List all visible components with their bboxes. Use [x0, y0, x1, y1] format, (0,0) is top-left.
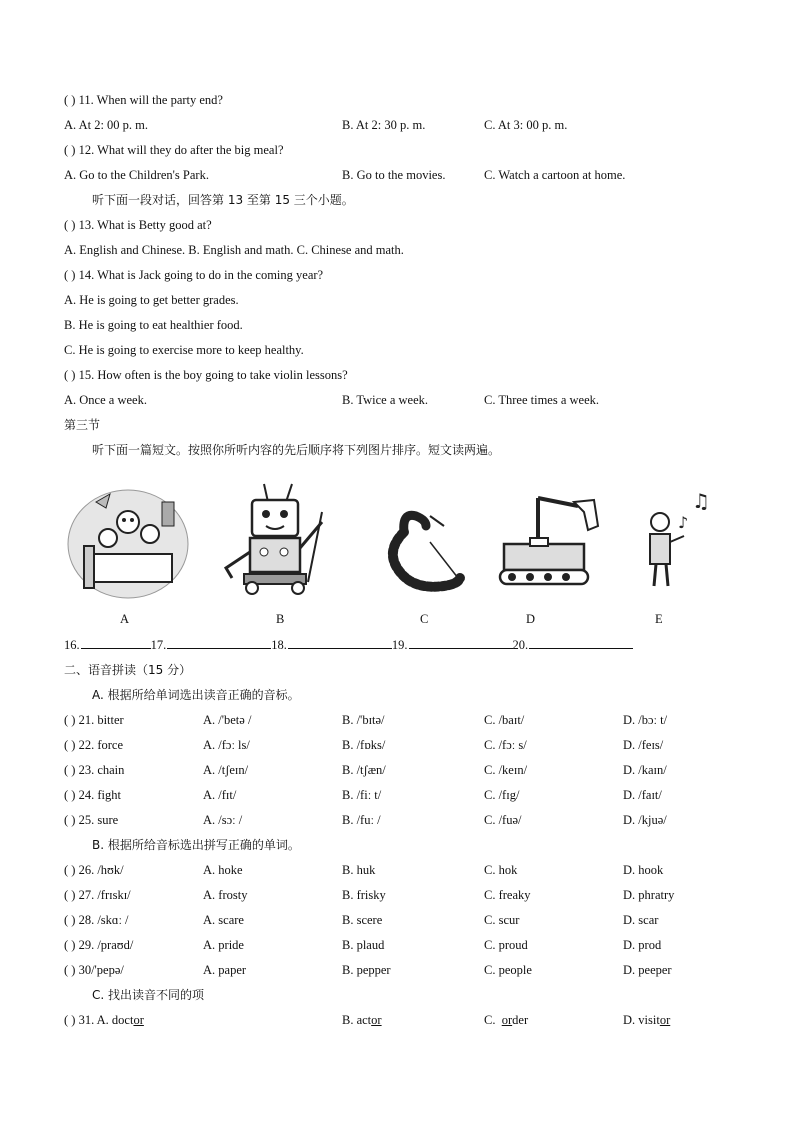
q23-option-a: A. /tʃeɪn/ — [203, 763, 249, 777]
answer-16-blank[interactable] — [81, 637, 151, 649]
picture-label-c: C — [420, 612, 429, 626]
snake-robot-picture — [374, 482, 474, 602]
q30-option-a: A. paper — [203, 963, 247, 977]
q28-option-b: B. scere — [342, 913, 383, 927]
phonics-title: 二、语音拼读（15 分） — [64, 663, 192, 677]
partC-instruction: C. 找出读音不同的项 — [92, 988, 205, 1002]
robot-family-bed-picture — [66, 482, 190, 602]
q23-num: ( ) 23. chain — [64, 763, 125, 777]
crane-robot-picture — [490, 482, 610, 602]
q24-option-d: D. /faɪt/ — [623, 788, 662, 802]
picture-label-b: B — [276, 612, 285, 626]
q11-option-a: A. At 2: 00 p. m. — [64, 118, 149, 132]
q13-stem: ( ) 13. What is Betty good at? — [64, 218, 212, 232]
q31-c-rest: der — [512, 1013, 529, 1027]
q26-num: ( ) 26. /hʊk/ — [64, 863, 124, 877]
q27-option-b: B. frisky — [342, 888, 386, 902]
q31-a-underlined: or — [133, 1013, 144, 1027]
answer-19-label: 19. — [391, 638, 408, 652]
q25-num: ( ) 25. sure — [64, 813, 119, 827]
q30-num: ( ) 30/'pepə/ — [64, 963, 124, 977]
q21-option-d: D. /bɔː t/ — [623, 713, 668, 727]
q31-option-b — [342, 1012, 382, 1028]
q29-num: ( ) 29. /praʊd/ — [64, 938, 134, 952]
picture-label-e: E — [655, 612, 663, 626]
q14-option-a: A. He is going to get better grades. — [64, 293, 239, 307]
q23-option-b: B. /tʃæn/ — [342, 763, 386, 777]
q23-option-c: C. /keɪn/ — [484, 763, 528, 777]
q14-option-c: C. He is going to exercise more to keep healthy. — [64, 343, 304, 357]
q31-b-text: B. act — [342, 1013, 372, 1027]
section3-title: 第三节 — [64, 418, 101, 432]
q31-b-underlined: or — [371, 1013, 382, 1027]
answer-19-blank[interactable] — [409, 637, 513, 649]
partB-instruction: B. 根据所给音标选出拼写正确的单词。 — [92, 838, 300, 852]
q26-option-c: C. hok — [484, 863, 518, 877]
q23-option-d: D. /kaɪn/ — [623, 763, 667, 777]
answer-18-label: 18. — [271, 638, 287, 652]
q14-option-b: B. He is going to eat healthier food. — [64, 318, 243, 332]
picture-label-a: A — [120, 612, 130, 626]
answer-18-blank[interactable] — [288, 637, 392, 649]
answer-17-blank[interactable] — [167, 637, 271, 649]
answer-16-label: 16. — [64, 638, 80, 652]
q29-option-d: D. prod — [623, 938, 662, 952]
q27-option-c: C. freaky — [484, 888, 531, 902]
q31-option-c — [484, 1012, 528, 1028]
q30-option-b: B. pepper — [342, 963, 391, 977]
q27-option-a: A. frosty — [203, 888, 248, 902]
answer-20-label: 20. — [512, 638, 529, 652]
q28-option-c: C. scur — [484, 913, 520, 927]
q24-num: ( ) 24. fight — [64, 788, 121, 802]
q30-option-d: D. peeper — [623, 963, 672, 977]
section3-instruction: 听下面一篇短文。按照你所听内容的先后顺序将下列图片排序。短文读两遍。 — [92, 443, 501, 457]
q21-option-c: C. /baɪt/ — [484, 713, 525, 727]
q21-option-a: A. /'betə / — [203, 713, 252, 727]
q24-option-b: B. /fiː t/ — [342, 788, 382, 802]
q31-num: ( ) 31. A. doct — [64, 1013, 134, 1027]
q13-options: A. English and Chinese. B. English and math. C. Chinese and math. — [64, 243, 404, 257]
q15-option-b: B. Twice a week. — [342, 393, 429, 407]
q28-option-a: A. scare — [203, 913, 244, 927]
q22-option-c: C. /fɔː s/ — [484, 738, 527, 752]
q29-option-b: B. plaud — [342, 938, 385, 952]
q15-option-a: A. Once a week. — [64, 393, 147, 407]
q22-option-a: A. /fɔː ls/ — [203, 738, 250, 752]
cleaning-robot-picture — [212, 482, 336, 602]
q27-num: ( ) 27. /frɪskɪ/ — [64, 888, 131, 902]
q27-option-d: D. phratry — [623, 888, 675, 902]
svg-text:♫: ♫ — [692, 489, 710, 513]
q29-option-c: C. proud — [484, 938, 528, 952]
dialog-instruction: 听下面一段对话，回答第 13 至第 15 三个小题。 — [92, 193, 354, 207]
q12-option-c: C. Watch a cartoon at home. — [484, 168, 626, 182]
q12-option-b: B. Go to the movies. — [342, 168, 446, 182]
q22-option-b: B. /fɒks/ — [342, 738, 386, 752]
q30-option-c: C. people — [484, 963, 532, 977]
q11-option-c: C. At 3: 00 p. m. — [484, 118, 568, 132]
q11-stem: ( ) 11. When will the party end? — [64, 93, 223, 107]
q28-num: ( ) 28. /skɑː / — [64, 913, 129, 927]
q15-stem: ( ) 15. How often is the boy going to take violin lessons? — [64, 368, 348, 382]
q31-d-underlined: or — [659, 1013, 671, 1027]
q31-option-d — [623, 1012, 670, 1028]
q31-c-text: C. — [484, 1013, 502, 1027]
q11-option-b: B. At 2: 30 p. m. — [342, 118, 426, 132]
answer-20-blank[interactable] — [529, 637, 633, 649]
svg-text:♪: ♪ — [678, 513, 689, 532]
q21-num: ( ) 21. bitter — [64, 713, 124, 727]
q12-option-a: A. Go to the Children's Park. — [64, 168, 209, 182]
q21-option-b: B. /'bɪtə/ — [342, 713, 385, 727]
q28-option-d: D. scar — [623, 913, 659, 927]
q25-option-a: A. /sɔː / — [203, 813, 243, 827]
q22-num: ( ) 22. force — [64, 738, 123, 752]
q26-option-d: D. hook — [623, 863, 664, 877]
q26-option-a: A. hoke — [203, 863, 243, 877]
q22-option-d: D. /feɪs/ — [623, 738, 664, 752]
q26-option-b: B. huk — [342, 863, 376, 877]
partA-instruction: A. 根据所给单词选出读音正确的音标。 — [92, 688, 300, 702]
picture-label-d: D — [526, 612, 536, 626]
q24-option-c: C. /fɪg/ — [484, 788, 520, 802]
q31-c-underlined: or — [501, 1013, 513, 1027]
q25-option-c: C. /fuə/ — [484, 813, 522, 827]
q24-option-a: A. /fɪt/ — [203, 788, 237, 802]
q31-d-text: D. visit — [623, 1013, 660, 1027]
q12-stem: ( ) 12. What will they do after the big meal? — [64, 143, 284, 157]
q29-option-a: A. pride — [203, 938, 244, 952]
q25-option-d: D. /kjuə/ — [623, 813, 667, 827]
q25-option-b: B. /fuː / — [342, 813, 381, 827]
answer-17-label: 17. — [150, 638, 167, 652]
q15-option-c: C. Three times a week. — [484, 393, 600, 407]
answer-blanks — [64, 637, 633, 653]
q31-option-a — [64, 1012, 144, 1028]
q14-stem: ( ) 14. What is Jack going to do in the coming year? — [64, 268, 324, 282]
singing-robot-picture — [636, 482, 726, 602]
